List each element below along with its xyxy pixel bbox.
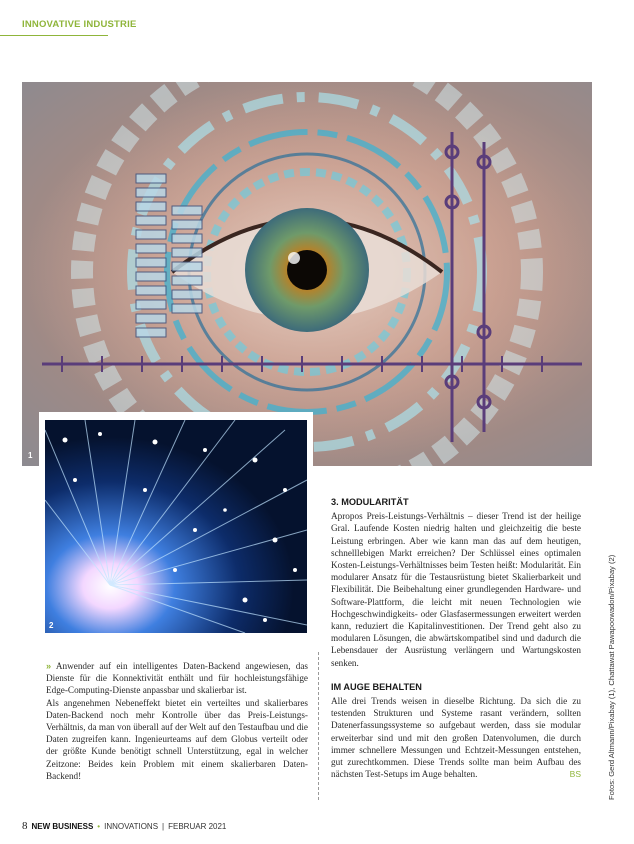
- issue-date: FEBRUAR 2021: [168, 822, 227, 831]
- footer-separator: |: [162, 822, 165, 831]
- fiber-optics-photo: [45, 420, 307, 633]
- photo-number: 1: [28, 451, 33, 460]
- left-paragraph-1: [46, 660, 308, 697]
- footer-dot: •: [97, 822, 101, 831]
- heading-modularitaet: 3. MODULARITÄT: [331, 497, 409, 507]
- photo-number: 2: [49, 621, 54, 630]
- right-column: [331, 496, 581, 780]
- eye-illustration: [22, 82, 592, 466]
- left-paragraph-2: Als angenehmen Nebeneffekt bietet ein verteiltes und skalierbares Daten-Backend noch mehr Kontrolle über das Preis-Leistungs-Verhältnis, da man von überall auf der Welt auf den Testaufbau und die Daten zugreifen kann. Ingenieurteams auf dem Globus verteilt oder der größte Kunde benötigt schnell Unterstützung, egal in welcher Zeitzone: Beides kein Problem mit einem skalierbaren Daten-Backend!: [46, 697, 308, 781]
- left-column: [46, 660, 308, 782]
- fiber-optics-illustration: [45, 420, 307, 633]
- right-paragraph-2: [331, 695, 581, 780]
- heading-im-auge-behalten: IM AUGE BEHALTEN: [331, 681, 422, 692]
- eye-photo: [22, 82, 592, 466]
- column-divider: [318, 652, 319, 800]
- left-paragraph-1-text: Anwender auf ein intelligentes Daten-Backend angewiesen, das Dienste für die Konnektivität enthält und für hochleistungsfähige Edge-Computing-Dienste anpassbar und skalierbar ist.: [46, 661, 309, 696]
- magazine-brand: NEW BUSINESS: [31, 822, 94, 831]
- magazine-section: INNOVATIONS: [104, 822, 159, 831]
- photo-credit: Fotos: Gerd Altmann/Pixabay (1), Chattawat Pawapoowadon/Pixabay (2): [607, 554, 616, 800]
- right-paragraph-1: Apropos Preis-Leistungs-Verhältnis – dieser Trend ist der heilige Gral. Laufende Kosten niedrig halten und gleichzeitig die beste Leistung erbringen. Aber wie kann man das auf dem heutigen, schnelllebigen Markt erreichen? Der Schlüssel eines optimalen Kosten-Leistungs-Verhältnisses beim Testen heißt: Modularität. Ein modularer Ansatz für die Testausrüstung bietet Skalierbarkeit und Flexibilität. Die Beibehaltung einer grundlegenden Hardware- und Software-Plattform, die leicht mit neuen Technologien wie Hochgeschwindigkeits- oder Glasfasermessungen erweitert werden kann, reduziert die Kapitalinvestitionen. Der Trend geht also zu modularen Lösungen, die abwärtskompatibel sind und dadurch die Lebensdauer der Ausrüstung verlängern und Wartungskosten senken.: [331, 511, 581, 668]
- right-paragraph-2-text: Alle drei Trends weisen in dieselbe Richtung. Da sich die zu testenden Strukturen und Systeme rasant verändern, sollten Datenerfassungssysteme so aufgebaut werden, dass sie modular erweiterbar sind und mit den großen Datenvolumen, die durch immer schnellere Messungen und Echtzeit-Messungen entstehen, gut zurechtkommen. Diese Trends sollte man beim Aufbau des nächsten Test-Setups im Auge behalten.: [331, 696, 581, 780]
- author-initials: BS: [569, 769, 581, 780]
- section-tag: INNOVATIVE INDUSTRIE: [22, 19, 137, 30]
- section-rule: [0, 35, 108, 36]
- page-footer: [22, 820, 226, 832]
- continuation-marker: »: [46, 661, 52, 671]
- page-number: 8: [22, 820, 28, 832]
